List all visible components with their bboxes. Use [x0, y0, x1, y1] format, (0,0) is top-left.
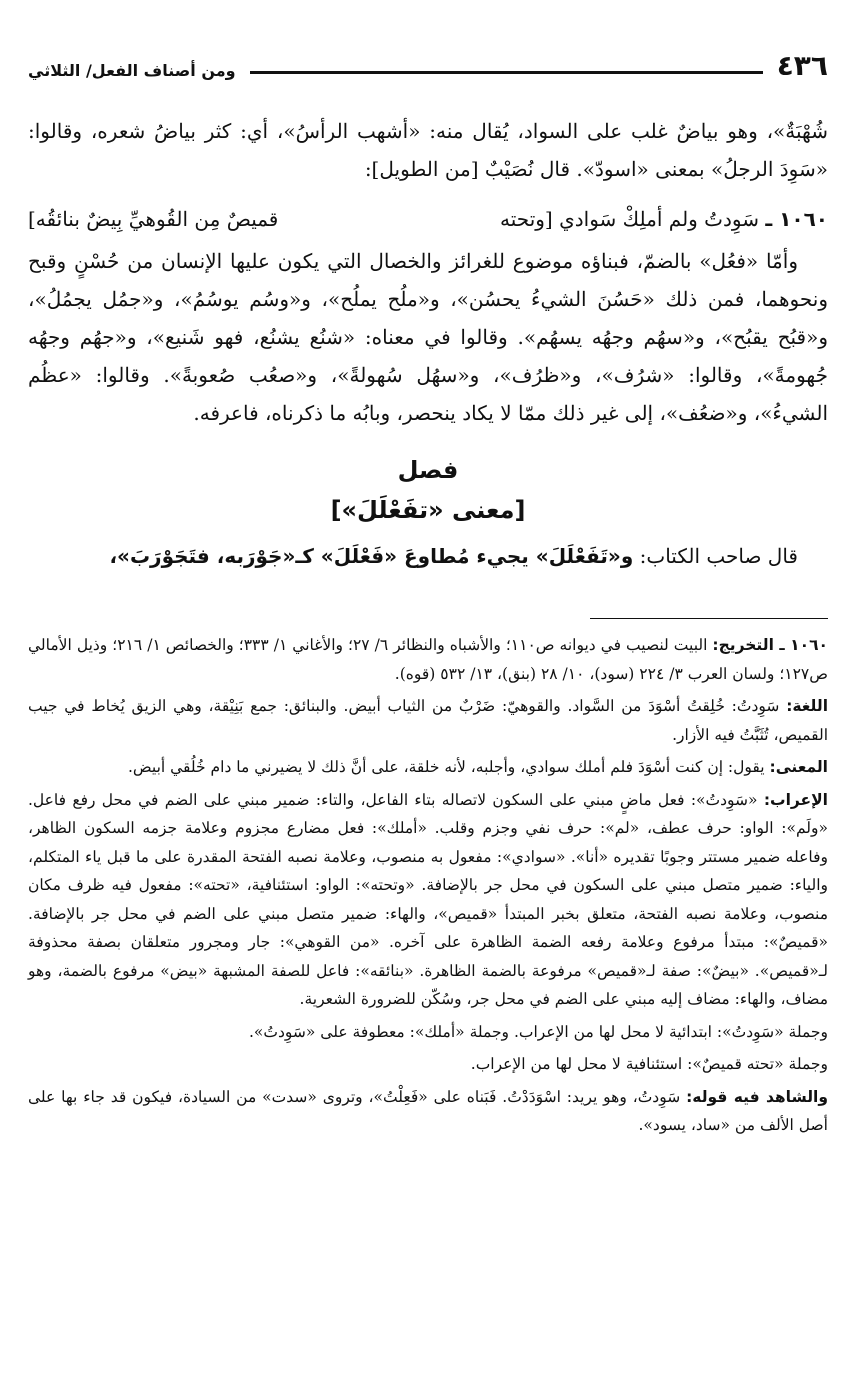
- lugha-text: سَوِدتُ: خُلِقتُ أسْوَدَ من السَّواد. والقوهيّ: ضَرْبٌ من الثياب أبيض. والبنائق: جمع بَنِيْقة، وهي الزيق يُخاط في جيب القميص، تُثَبَّتُ فيه الأزار.: [28, 697, 828, 744]
- verse-number: ١٠٦٠ ـ: [765, 207, 828, 231]
- footnote-rule: [590, 618, 828, 619]
- irab-label: الإعراب:: [763, 790, 828, 809]
- mana-label: المعنى:: [769, 758, 828, 776]
- quote-prefix: قال صاحب الكتاب:: [639, 544, 798, 568]
- running-title: ومن أصناف الفعل/ الثلاثي: [28, 61, 236, 80]
- page-number: ٤٣٦: [776, 49, 828, 82]
- book-page: [28, 38, 828, 1144]
- footnote-shahid: [28, 1083, 828, 1140]
- main-text: [28, 112, 828, 576]
- quote-bold: و«تَفَعْلَلَ» يجيء مُطاوعَ «فَعْلَلَ» كـ«جَوْرَبه، فتَجَوْرَبَ»،: [109, 544, 634, 568]
- lugha-label: اللغة:: [786, 697, 829, 715]
- footnote-jumla-2: وجملة «تحته قميصٌ»: استئنافية لا محل لها من الإعراب.: [470, 1055, 828, 1073]
- verse-second-hemistich: قميصٌ مِن القُوهيِّ بِيضٌ بنائقُه]: [28, 207, 279, 231]
- header-rule: [250, 71, 763, 74]
- footnotes: [28, 631, 828, 1140]
- footnote-lugha: [28, 692, 828, 749]
- shahid-label: والشاهد فيه قوله:: [686, 1087, 828, 1106]
- paragraph-2: وأمّا «فعُل» بالضمّ، فبناؤه موضوع للغرائز والخصال التي يكون عليها الإنسان من حُسْنٍ وقبح ونحوهما، فمن ذلك «حَسُنَ الشيءُ يحسُن»، و«ملُح يملُح»، و«وسُم يوسُمُ»، و«جمُل يجمُلُ»، و«قبُح يقبُح»، و«سهُم وجهُه يسهُم». وقالوا في معناه: «شنُع يشنُع، فهو شَنيع»، و«جهُم وجهُه جُهومةً»، وقالوا: «شرُف»، و«ظرُف»، و«سهُل سُهولةً»، و«صعُب صُعوبةً». وقالوا: «عظُم الشيءُ»، و«ضعُف»، إلى غير ذلك ممّا لا يكاد ينحصر، وبابُه ما ذكرناه، فاعرفه.: [28, 249, 828, 425]
- mana-text: يقول: إن كنت أسْوَدَ فلم أملك سوادي، وأجلبه، لأنه خلقة، على أنَّ ذلك لا يضيرني ما دام خُلُقي أبيض.: [128, 758, 765, 776]
- takhrij-text: البيت لنصيب في ديوانه ص١١٠؛ والأشباه والنظائر ٦/ ٢٧؛ والأغاني ١/ ٣٣٣؛ والخصائص ١/ ٢١٦؛ وذيل الأمالي ص١٢٧؛ ولسان العرب ٣/ ٢٢٤ (سود)، ١٠/ ٢٨ (بنق)، ١٣/ ٥٣٢ (قوه).: [28, 636, 828, 683]
- paragraph-1: شُهْبَةٌ»، وهو بياضٌ غلب على السواد، يُقال منه: «أشهب الرأسُ»، أي: كثر بياضُ شعره، وقالوا: «سَوِدَ الرجلُ» بمعنى «اسودّ». قال نُصَيْبٌ [من الطويل]:: [28, 119, 828, 181]
- verse-first-hemistich: [500, 200, 828, 238]
- takhrij-label: ١٠٦٠ ـ التخريج:: [712, 636, 828, 654]
- quote-line: [28, 536, 828, 576]
- footnote-takhrij: [28, 631, 828, 688]
- verse-1060: [28, 200, 828, 238]
- shahid-text: سَوِدتُ، وهو يريد: اسْوَدَدْتُ. فَبَناه على «فَعِلْتُ»، وتروى «سدت» من السيادة، فيكون قد جاء بها على أصل الألف من «ساد، يسود».: [28, 1087, 828, 1134]
- section-heading: فصل: [397, 456, 459, 484]
- page-header: [28, 38, 828, 82]
- footnote-mana: [28, 753, 828, 782]
- footnote-jumla-1: وجملة «سَوِدتُ»: ابتدائية لا محل لها من الإعراب. وجملة «أملك»: معطوفة على «سَوِدتُ».: [248, 1022, 828, 1041]
- section-subheading: [معنى «تفَعْلَلَ»]: [330, 496, 526, 524]
- irab-text: «سَوِدتُ»: فعل ماضٍ مبني على السكون لاتصاله بتاء الفاعل، والتاء: ضمير مبني على الضم في محل رفع فاعل. «ولَم»: الواو: حرف عطف، «لم»: حرف نفي وجزم وقلب. «أملك»: فعل مضارع مجزوم وعلامة جزمه السكون الظاهر، وفاعله ضمير مستتر وجوبًا تقديره «أنا». «سوادي»: مفعول به منصوب، وعلامة نصبه الفتحة المقدرة على ما قبل ياء المتكلم، والياء: ضمير متصل مبني على السكون في محل جر بالإضافة. «وتحته»: الواو: استئنافية، «تحته»: مفعول فيه ظرف مكان منصوب، وعلامة نصبه الفتحة، متعلق بخبر المبتدأ «قميص»، والهاء: ضمير متصل مبني على الضم في محل جر بالإضافة. «قميصٌ»: مبتدأ مرفوع وعلامة رفعه الضمة الظاهرة على آخره. «من القوهي»: جار ومجرور متعلقان بصفة محذوفة لـ«قميص». «بيضٌ»: صفة لـ«قميص» مرفوعة بالضمة الظاهرة. «بنائقه»: فاعل للصفة المشبهة «بيض» مرفوع بالضمة، وهو مضاف، والهاء: مضاف إليه مبني على الضم في محل جر، وسُكّن للضرورة الشعرية.: [28, 790, 828, 1008]
- verse-first-text: سَوِدتُ ولم أملِكْ سَوادي [وتحته: [500, 207, 759, 231]
- footnote-irab: [28, 786, 828, 1014]
